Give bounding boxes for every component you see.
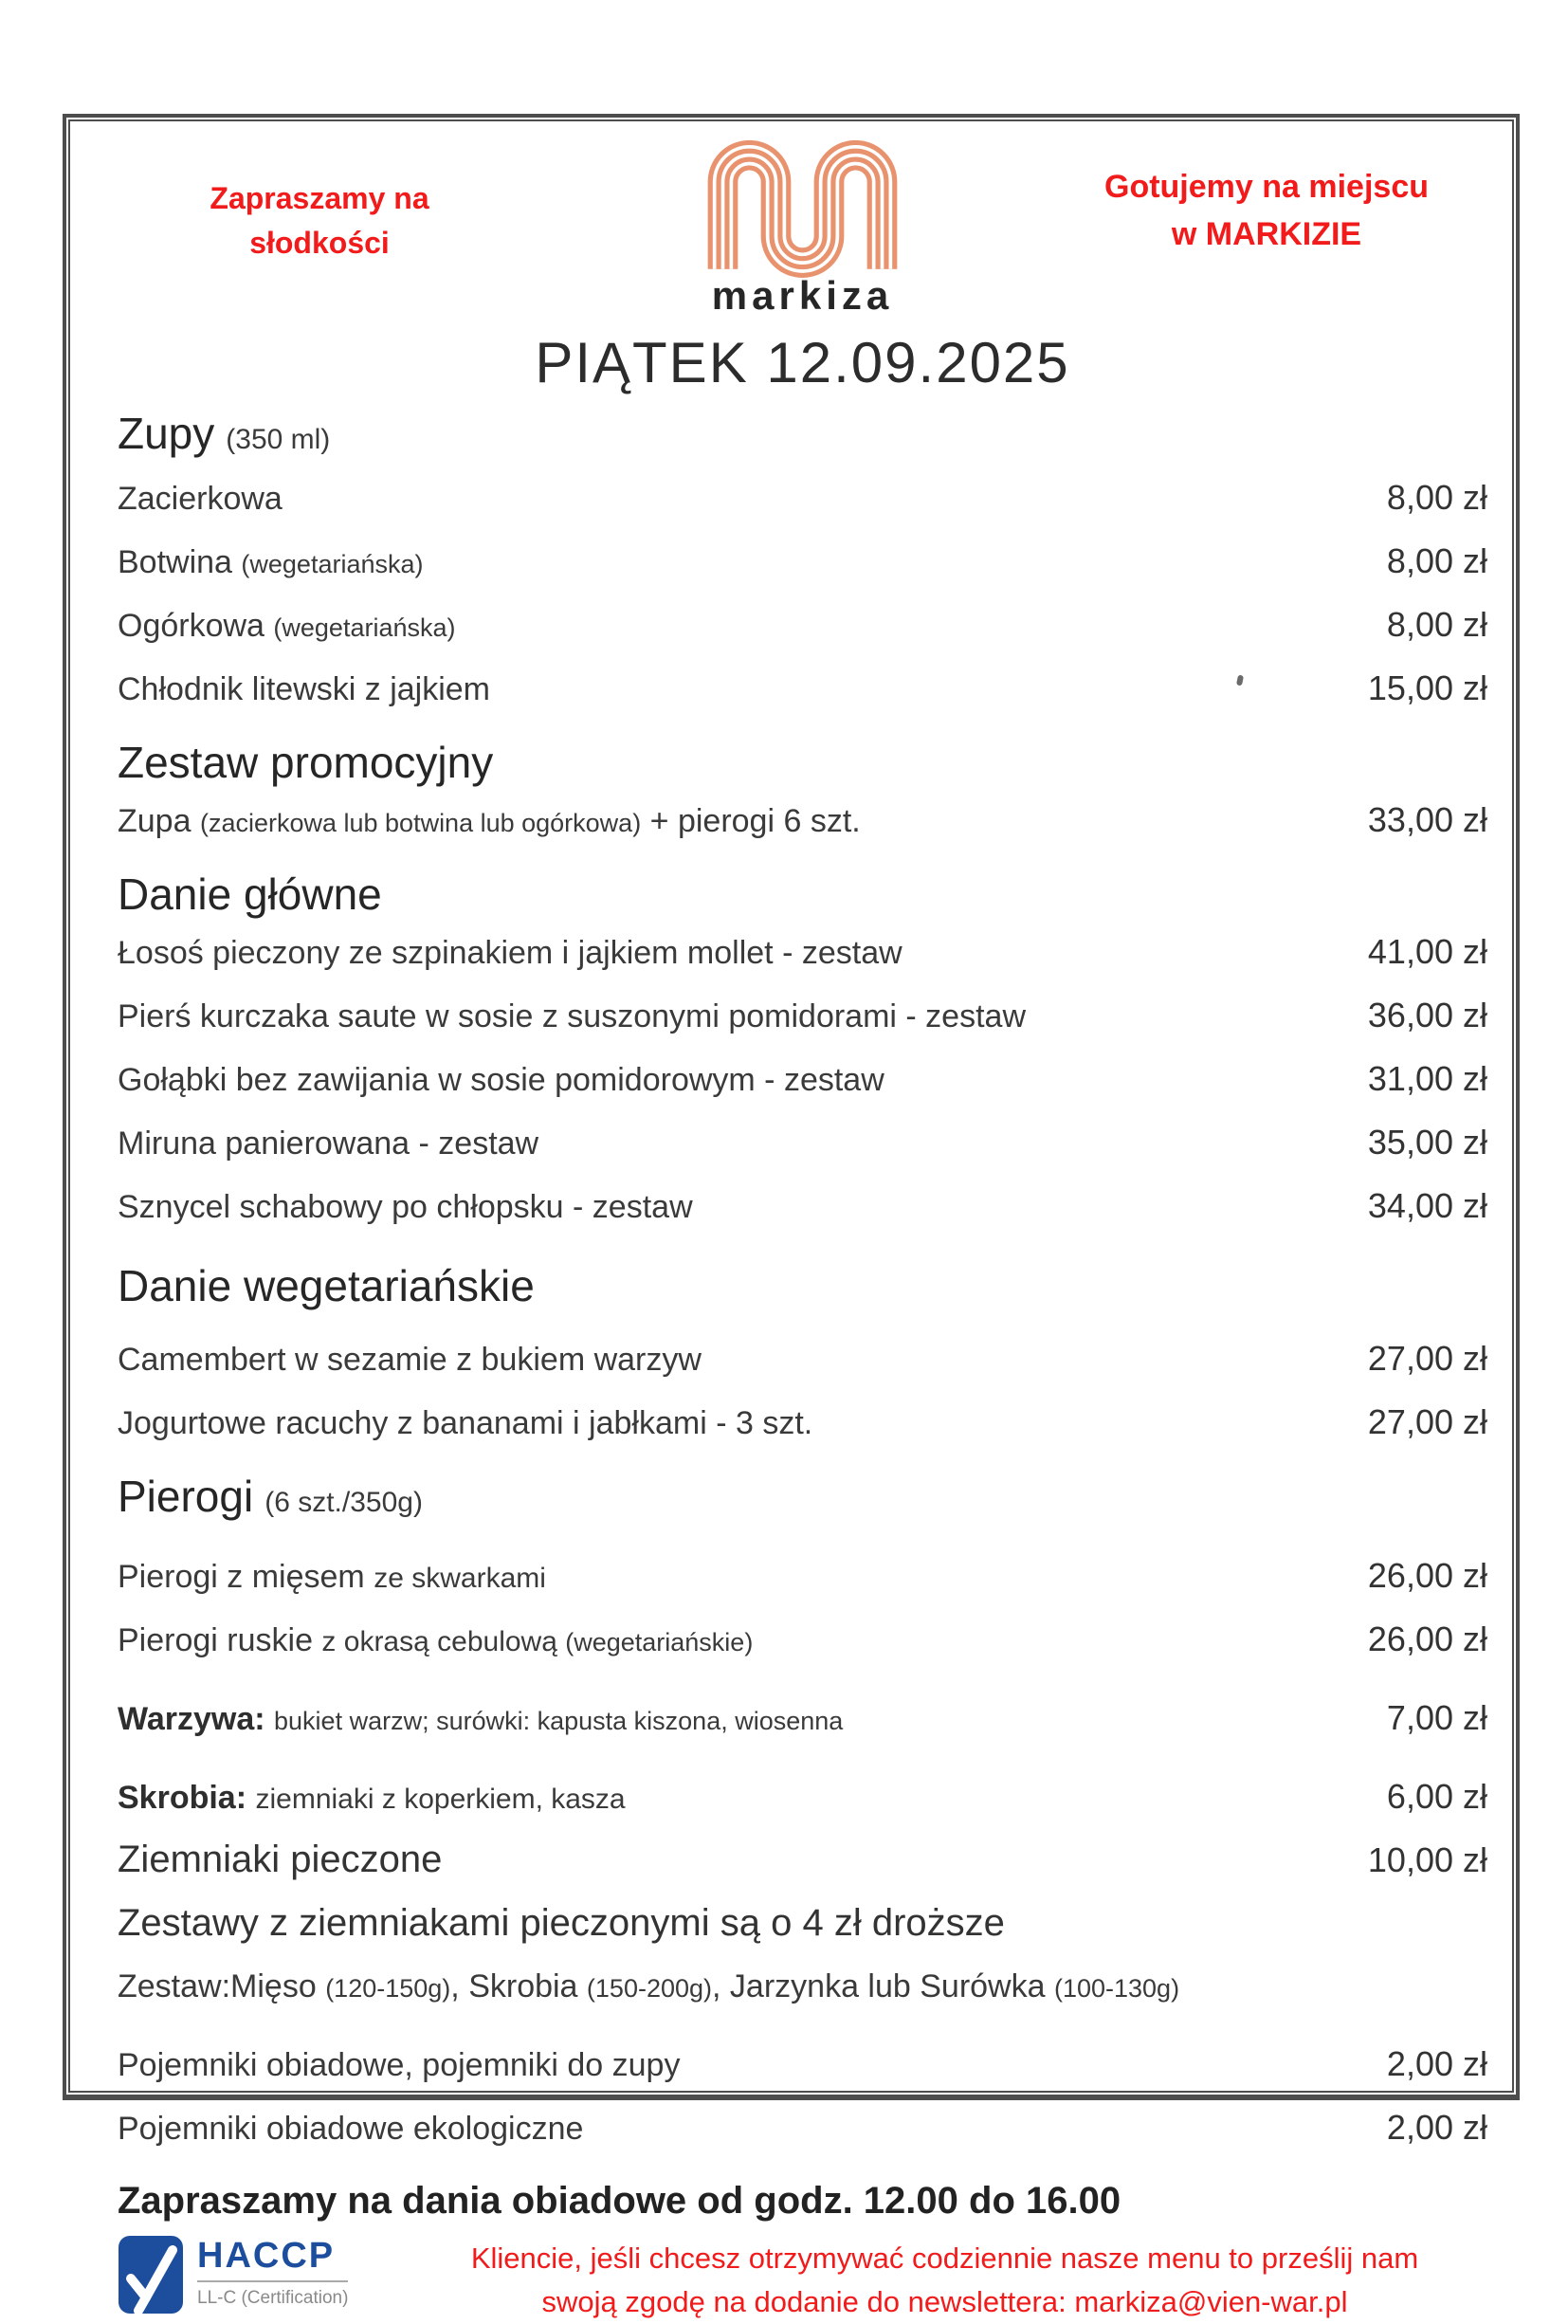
item-name-part: + pierogi 6 szt. (641, 803, 861, 839)
item-price: 27,00 zł (1367, 1339, 1487, 1378)
item-name (118, 1832, 442, 1895)
item-name (118, 2038, 680, 2099)
item-name-part: Łosoś pieczony ze szpinakiem i jajkiem mollet - zestaw (118, 935, 903, 971)
item-name (118, 1770, 626, 1832)
menu-item-row (118, 1051, 1487, 1114)
item-name (118, 598, 456, 660)
item-name (118, 1692, 843, 1753)
menu-item-row (118, 1330, 1487, 1394)
item-price: 8,00 zł (1386, 478, 1487, 517)
item-price: 2,00 zł (1386, 2108, 1487, 2147)
item-name-part: Zupa (118, 803, 200, 839)
sweets-note-line2: słodkości (249, 226, 390, 260)
menu-item-row (118, 1832, 1487, 1895)
section-heading-text: Pierogi (118, 1472, 254, 1521)
item-name-part: Skrobia: (118, 1780, 256, 1816)
item-name-part: Ogórkowa (118, 608, 274, 644)
item-name-part: Zacierkowa (118, 481, 283, 517)
item-price: 2,00 zł (1386, 2044, 1487, 2083)
item-name-part: Botwina (118, 544, 242, 580)
item-name-part: ziemniaki z koperkiem, kasza (255, 1784, 626, 1815)
item-price: 31,00 zł (1367, 1059, 1487, 1098)
section-heading (118, 404, 1487, 469)
section-heading-text: Danie główne (118, 869, 382, 919)
haccp-certifier: LL-C (Certification) (197, 2288, 349, 2308)
item-name-part: Gołąbki bez zawijania w sosie pomidorowym - zestaw (118, 1062, 884, 1098)
section-heading-text: Zestaw promocyjny (118, 738, 494, 787)
item-name (118, 1549, 546, 1611)
item-name-part: , (450, 1968, 469, 2004)
item-name-part: Jogurtowe racuchy z bananami i jabłkami - 3 szt. (118, 1405, 813, 1441)
item-name-part: (120-150g) (325, 1974, 451, 2003)
section-heading-note: (6 szt./350g) (264, 1487, 423, 1518)
item-name-part: Zestaw:Mięso (118, 1968, 326, 2004)
item-name-part: bukiet warzw; surówki: kapusta kiszona, wiosenna (274, 1707, 844, 1735)
item-name-part: (wegetariańskie) (565, 1628, 754, 1656)
item-name-part: (zacierkowa lub botwina lub ogórkowa) (199, 809, 642, 837)
item-name-part: z okrasą cebulową (321, 1626, 566, 1657)
menu-item-row (118, 533, 1487, 596)
item-price: 15,00 zł (1367, 668, 1487, 707)
item-price: 7,00 zł (1386, 1698, 1487, 1737)
cooked-on-site-note (1053, 163, 1480, 258)
item-name (118, 1613, 753, 1674)
menu-item-row (118, 792, 1487, 855)
menu-item-row (118, 1547, 1487, 1611)
menu-item-row (118, 1768, 1487, 1832)
menu-item-row (118, 469, 1487, 533)
opening-hours-line: Zapraszamy na dania obiadowe od godz. 12.00 do 16.00 (118, 2180, 1121, 2222)
header (118, 131, 1487, 332)
menu-item-row (118, 1611, 1487, 1674)
haccp-text (197, 2235, 348, 2309)
item-name-part: Pojemniki obiadowe, pojemniki do zupy (118, 2047, 681, 2083)
page-border-frame (63, 114, 1520, 2318)
item-name-part: Pojemniki obiadowe ekologiczne (118, 2111, 584, 2147)
newsletter-line2: swoją zgodę na dodanie do newslettera: markiza@vien-war.pl (541, 2285, 1348, 2318)
menu-item-row (118, 1178, 1487, 1241)
section-heading-text: Danie wegetariańskie (118, 1261, 535, 1310)
item-price: 41,00 zł (1367, 932, 1487, 971)
menu-item-row (118, 1895, 1487, 1959)
menu-item-row (118, 2099, 1487, 2163)
item-name (118, 535, 424, 596)
cooked-note-line1: Gotujemy na miejscu (1104, 169, 1429, 205)
footer (118, 2235, 1487, 2324)
newsletter-line1: Kliencie, jeśli chcesz otrzymywać codziennie nasze menu to prześlij nam (470, 2242, 1419, 2275)
item-price: 6,00 zł (1386, 1777, 1487, 1816)
haccp-check-icon (118, 2235, 184, 2315)
item-name-part: Skrobia (468, 1968, 587, 2004)
item-price: 34,00 zł (1367, 1186, 1487, 1225)
item-name-part: Camembert w sezamie z bukiem warzyw (118, 1342, 702, 1378)
section-heading (118, 865, 1487, 924)
item-name (118, 1895, 1005, 1959)
page-content (68, 119, 1514, 2318)
menu-item-row (118, 924, 1487, 987)
item-price: 36,00 zł (1367, 996, 1487, 1034)
item-name (118, 1332, 702, 1394)
item-name-part: Ziemniaki pieczone (118, 1839, 443, 1880)
logo-wordmark: markiza (711, 273, 894, 318)
menu-item-row (118, 596, 1487, 660)
item-name (118, 1180, 693, 1241)
haccp-label: HACCP (197, 2235, 348, 2282)
item-name-part: Chłodnik litewski z jajkiem (118, 671, 491, 707)
item-name-part: Miruna panierowana - zestaw (118, 1125, 539, 1162)
sweets-note-line1: Zapraszamy na (210, 181, 429, 215)
section-heading-note: (350 ml) (226, 424, 331, 455)
item-name-part: , (712, 1968, 730, 2004)
item-name-part: Pierogi z mięsem (118, 1559, 374, 1595)
item-name-part: (wegetariańska) (273, 613, 456, 642)
item-price: 8,00 zł (1386, 541, 1487, 580)
menu-item-row (118, 1114, 1487, 1178)
menu-item-row (118, 2036, 1487, 2099)
item-name-part: (100-130g) (1053, 1974, 1180, 2003)
menu-item-row (118, 660, 1487, 723)
item-price: 8,00 zł (1386, 605, 1487, 644)
item-name-part: Jarzynka lub Surówka (729, 1968, 1054, 2004)
section-heading (118, 733, 1487, 792)
item-name (118, 925, 903, 987)
item-name-part: Sznycel schabowy po chłopsku - zestaw (118, 1189, 693, 1225)
item-price: 27,00 zł (1367, 1402, 1487, 1441)
item-price: 33,00 zł (1367, 800, 1487, 839)
menu-item-row (118, 1959, 1487, 2021)
page-title: PIĄTEK 12.09.2025 (535, 331, 1070, 394)
item-name-part: Warzywa: (118, 1701, 275, 1737)
menu-item-row (118, 1690, 1487, 1753)
item-name (118, 471, 283, 533)
item-name-part: Pierogi ruskie (118, 1622, 322, 1658)
section-heading (118, 1467, 1487, 1532)
newsletter-note (402, 2237, 1487, 2324)
item-name-part: ze skwarkami (374, 1563, 546, 1594)
item-name-part: (150-200g) (586, 1974, 713, 2003)
markiza-m-icon (705, 138, 900, 271)
menu-item-row (118, 1394, 1487, 1457)
item-price: 35,00 zł (1367, 1123, 1487, 1162)
item-name (118, 2101, 583, 2163)
item-name (118, 794, 861, 855)
cooked-note-line2: w MARKIZIE (1171, 216, 1362, 252)
item-name (118, 1116, 538, 1178)
item-name-part: Pierś kurczaka saute w sosie z suszonymi pomidorami - zestaw (118, 998, 1026, 1034)
menu-list (118, 404, 1487, 2163)
section-heading-text: Zupy (118, 409, 215, 458)
item-name (118, 1959, 1179, 2021)
item-name-part: (wegetariańska) (241, 550, 424, 578)
item-name-part: Zestawy z ziemniakami pieczonymi są o 4 zł droższe (118, 1902, 1005, 1944)
item-price: 10,00 zł (1367, 1840, 1487, 1879)
section-heading (118, 1256, 1487, 1315)
menu-item-row (118, 987, 1487, 1051)
item-name (118, 989, 1026, 1051)
item-name (118, 1396, 812, 1457)
item-price: 26,00 zł (1367, 1556, 1487, 1595)
item-name (118, 662, 490, 723)
item-price: 26,00 zł (1367, 1619, 1487, 1658)
item-name (118, 1052, 884, 1114)
haccp-certification (118, 2235, 402, 2315)
